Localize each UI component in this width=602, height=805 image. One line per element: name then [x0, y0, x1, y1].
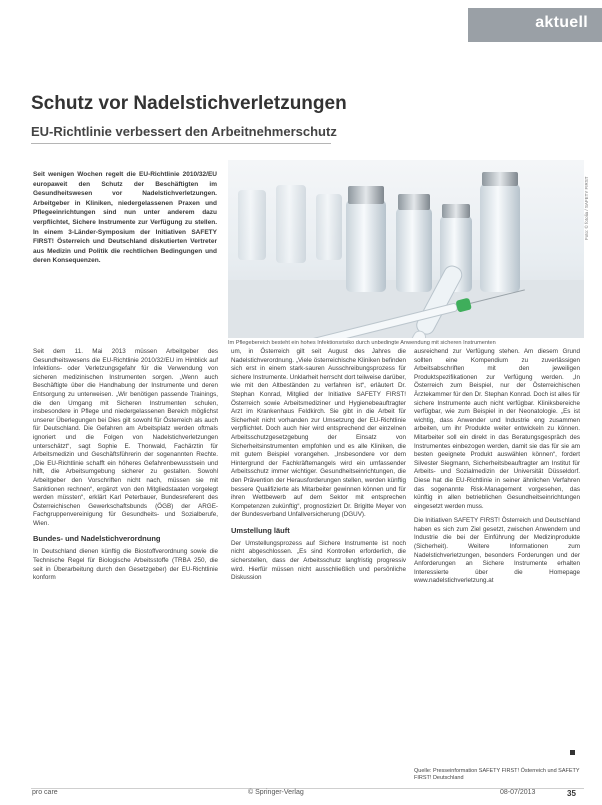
- article-column-3: [414, 348, 580, 592]
- intro-paragraph: Seit wenigen Wochen regelt die EU-Richtlinie 2010/32/EU europaweit den Schutz der Beschäftigten im Gesundheitswesen vor Nadelstichverletzungen. Arbeitgeber in Kliniken, niedergelassenen Praxen und Pflegeeinrichtungen sind nun unter anderem dazu verpflichtet, Sichere Instrumente zur Verfügung zu stellen. In einem 3-Länder-Symposium der Initiativen SAFETY FIRST! Österreich und Deutschland diskutierten Vertreter aus Medizin und Politik die rechtlichen Bedingungen und deren Konsequenzen.: [33, 171, 217, 265]
- syringe-and-vials-illustration: [228, 160, 584, 338]
- source-note: Quelle: Presseinformation SAFETY FIRST! Österreich und SAFETY FIRST! Deutschland: [414, 768, 580, 781]
- column-2-paragraph-2: Der Umstellungsprozess auf Sichere Instrumente ist noch nicht abgeschlossen. „Es sind Kontrollen erforderlich, die sicherstellen, dass der Arbeitsschutz langfristig progressiv wird. Hierfür müssen nicht ausschließlich und persönliche Diskussion: [231, 539, 406, 582]
- section-tag: [468, 8, 602, 42]
- section-tag-label: aktuell: [535, 14, 588, 31]
- footer-date: 08-07/2013: [500, 789, 536, 796]
- footer-publisher: © Springer-Verlag: [248, 789, 304, 796]
- column-3-paragraph-2: Die Initiativen SAFETY FIRST! Österreich und Deutschland haben es sich zum Ziel gesetzt, zwischen Anwendern und Industrie die bei der Einführung der Medizinprodukte (Sicherheit). Weitere Informationen zum Nadelstichverletzungen, besonders Forderungen und der Anforderungen an Sichere Instrumente erhalten Interessierte über die Homepage www.nadelstichverletzung.at: [414, 517, 580, 585]
- article-end-mark: [570, 750, 575, 755]
- column-2-heading: Umstellung läuft: [231, 525, 290, 535]
- footer-magazine: pro care: [32, 789, 58, 796]
- column-3-paragraph-1: ausreichend zur Verfügung stehen. Am diesem Grund sollten eine Kompendium zu zuverlässigen Arbeitsabschriften mit den jeweiligen Produktspezifikationen zur Verfügung werden. „In Österreich zum Beispiel, nur der Österreichischen Ärztekammer für den Dr. Stephan Konrad. Doch ist alles für sichere Instrumente auch nicht verfügbar. Kliniksbereiche verfügbar, wie zum Beispiel in der Neonatologie. „Es ist wichtig, dass Anwender und Industrie eng zusammen arbeiten, um ihr Produkte weiter entwickeln zu können. Mitarbeiter soll ein direkt in das Beratungsgespräch des Instrumentes einbezogen werden, damit sie das für sie am besten geeignete Produkt auswählen können“, fordert Silvester Siegmann, Sicherheitsbeauftragter am Institut für Arbeits- und Sozialmedizin der Universität Düsseldorf. Diese hat die EU-Richtlinie in seiner ähnlichen Verfahren das sogenannte Risk-Management vorgesehen, das künftig in allen betrieblichen Gesundheitseinrichtungen eingesetzt werden muss.: [414, 348, 580, 510]
- photo-caption: Im Pflegebereich besteht ein hohes Infektionsrisiko durch unbedingte Anwendung mit sicheren Instrumenten: [228, 340, 496, 346]
- article-title: Schutz vor Nadelstichverletzungen: [31, 93, 347, 114]
- column-1-paragraph-1: Seit dem 11. Mai 2013 müssen Arbeitgeber des Gesundheitswesens die EU-Richtlinie 2010/32/EU im Hinblick auf Infektions- oder Verletzungsgefahr für die Verwendung von sicheren medizinischen Instrumenten sorgen. „Wenn auch Beschäftigte über die Handhabung der Instrumente und deren Entsorgung zu unterweisen. „Wir benötigen passende Trainings, die den Umgang mit Sicheren Instrumenten schulen, insbesondere in Pflege und niedergelassenen Bereich möglichst unserer Überlegungen bei Dies gilt sowohl für Österreich als auch für Deutschland. Die Gefahren am Arbeitsplatz werden oftmals ignoriert und die Folgen von Nadelstichverletzungen unterschätzt“, sagt Sophie E. Thonwald, Fachärztin für Arbeitsmedizin und Geschäftsführerin der sogenannten Rechte. „Die EU-Richtlinie schafft ein höheres Gefahrenbewusstsein und hilft, die Arbeitsumgebung sicherer zu gestalten. Sowohl Arbeitgeber den Vorschriften nicht nach, müssen sie mit Sanktionen rechnen“, ergänzt von den Mitgliedstaaten vorgelegt werden müssten“, erklärt Karl Peterbauer, Bundesreferent des Österreichischen Gewerkschaftsbunds (ÖGB) der ARGE-Fachgruppenvereinigung für Gesundheits- und Sozialberufe, Wien.: [33, 348, 218, 527]
- article-intro: [33, 170, 217, 272]
- column-1-paragraph-2: In Deutschland dienen künftig die Biostoffverordnung sowie die Technische Regel für Biologische Arbeitsstoffe (TRBA 250, die seit in Überarbeitung durch den Gesetzgeber) der EU-Richtlinie konform: [33, 548, 218, 582]
- article-subtitle: EU-Richtlinie verbessert den Arbeitnehmerschutz: [31, 124, 337, 139]
- page-number: 35: [567, 789, 576, 798]
- title-rule: [31, 143, 331, 144]
- article-column-1: [33, 348, 218, 589]
- photo-credit: Foto: © fotolia / SAFETY FIRST: [584, 176, 589, 240]
- column-1-heading: Bundes- und Nadelstichverordnung: [33, 534, 161, 544]
- article-column-2: [231, 348, 406, 589]
- column-2-paragraph-1: um, in Österreich gilt seit August des Jahres die Nadelstichverordnung. „Viele österreichische Kliniken befinden sich erst in einem stark-sauren Ausschreibungsprozess für sichere Instrumente. Unklarheit herrscht dort teilweise darüber, wie mit den Altbeständen zu verfahren ist“, erläutert Dr. Stephan Konrad, Mitglied der Initiative SAFETY FIRST! Österreich sowie Arbeitsmediziner und Hygienebeauftragter Arzt im Krankenhaus Feldkirch. Sie gibt in die Arbeit für Sicherheit nicht vorhanden zur Umsetzung der EU-Richtlinie verpflichtet. Doch auch hier wird entsprechend der einzelnen Arbeitsschutzgesetzgebung der Einsatz von Sicherheitsinstrumenten empfohlen und es alle Kliniken, die mit gutem Beispiel vorangehen. „Insbesondere vor dem Hintergrund der Fachkräftemangels wird ein umfassender Arbeitsschutz immer wichtiger. Gesundheitseinrichtungen, die den Prävention der Herausforderungen stellen, werden künftig bessere Qualifizierte als Mitarbeiter gewinnen können und für ihren Wettbewerb auf dem Sektor mit entsprechen Kompetenzen zukünftig“, prognostiziert Dr. Brigitte Meyer von der Bundesverband Unfallversicherung (DGUV).: [231, 348, 406, 519]
- article-photo: [228, 160, 584, 338]
